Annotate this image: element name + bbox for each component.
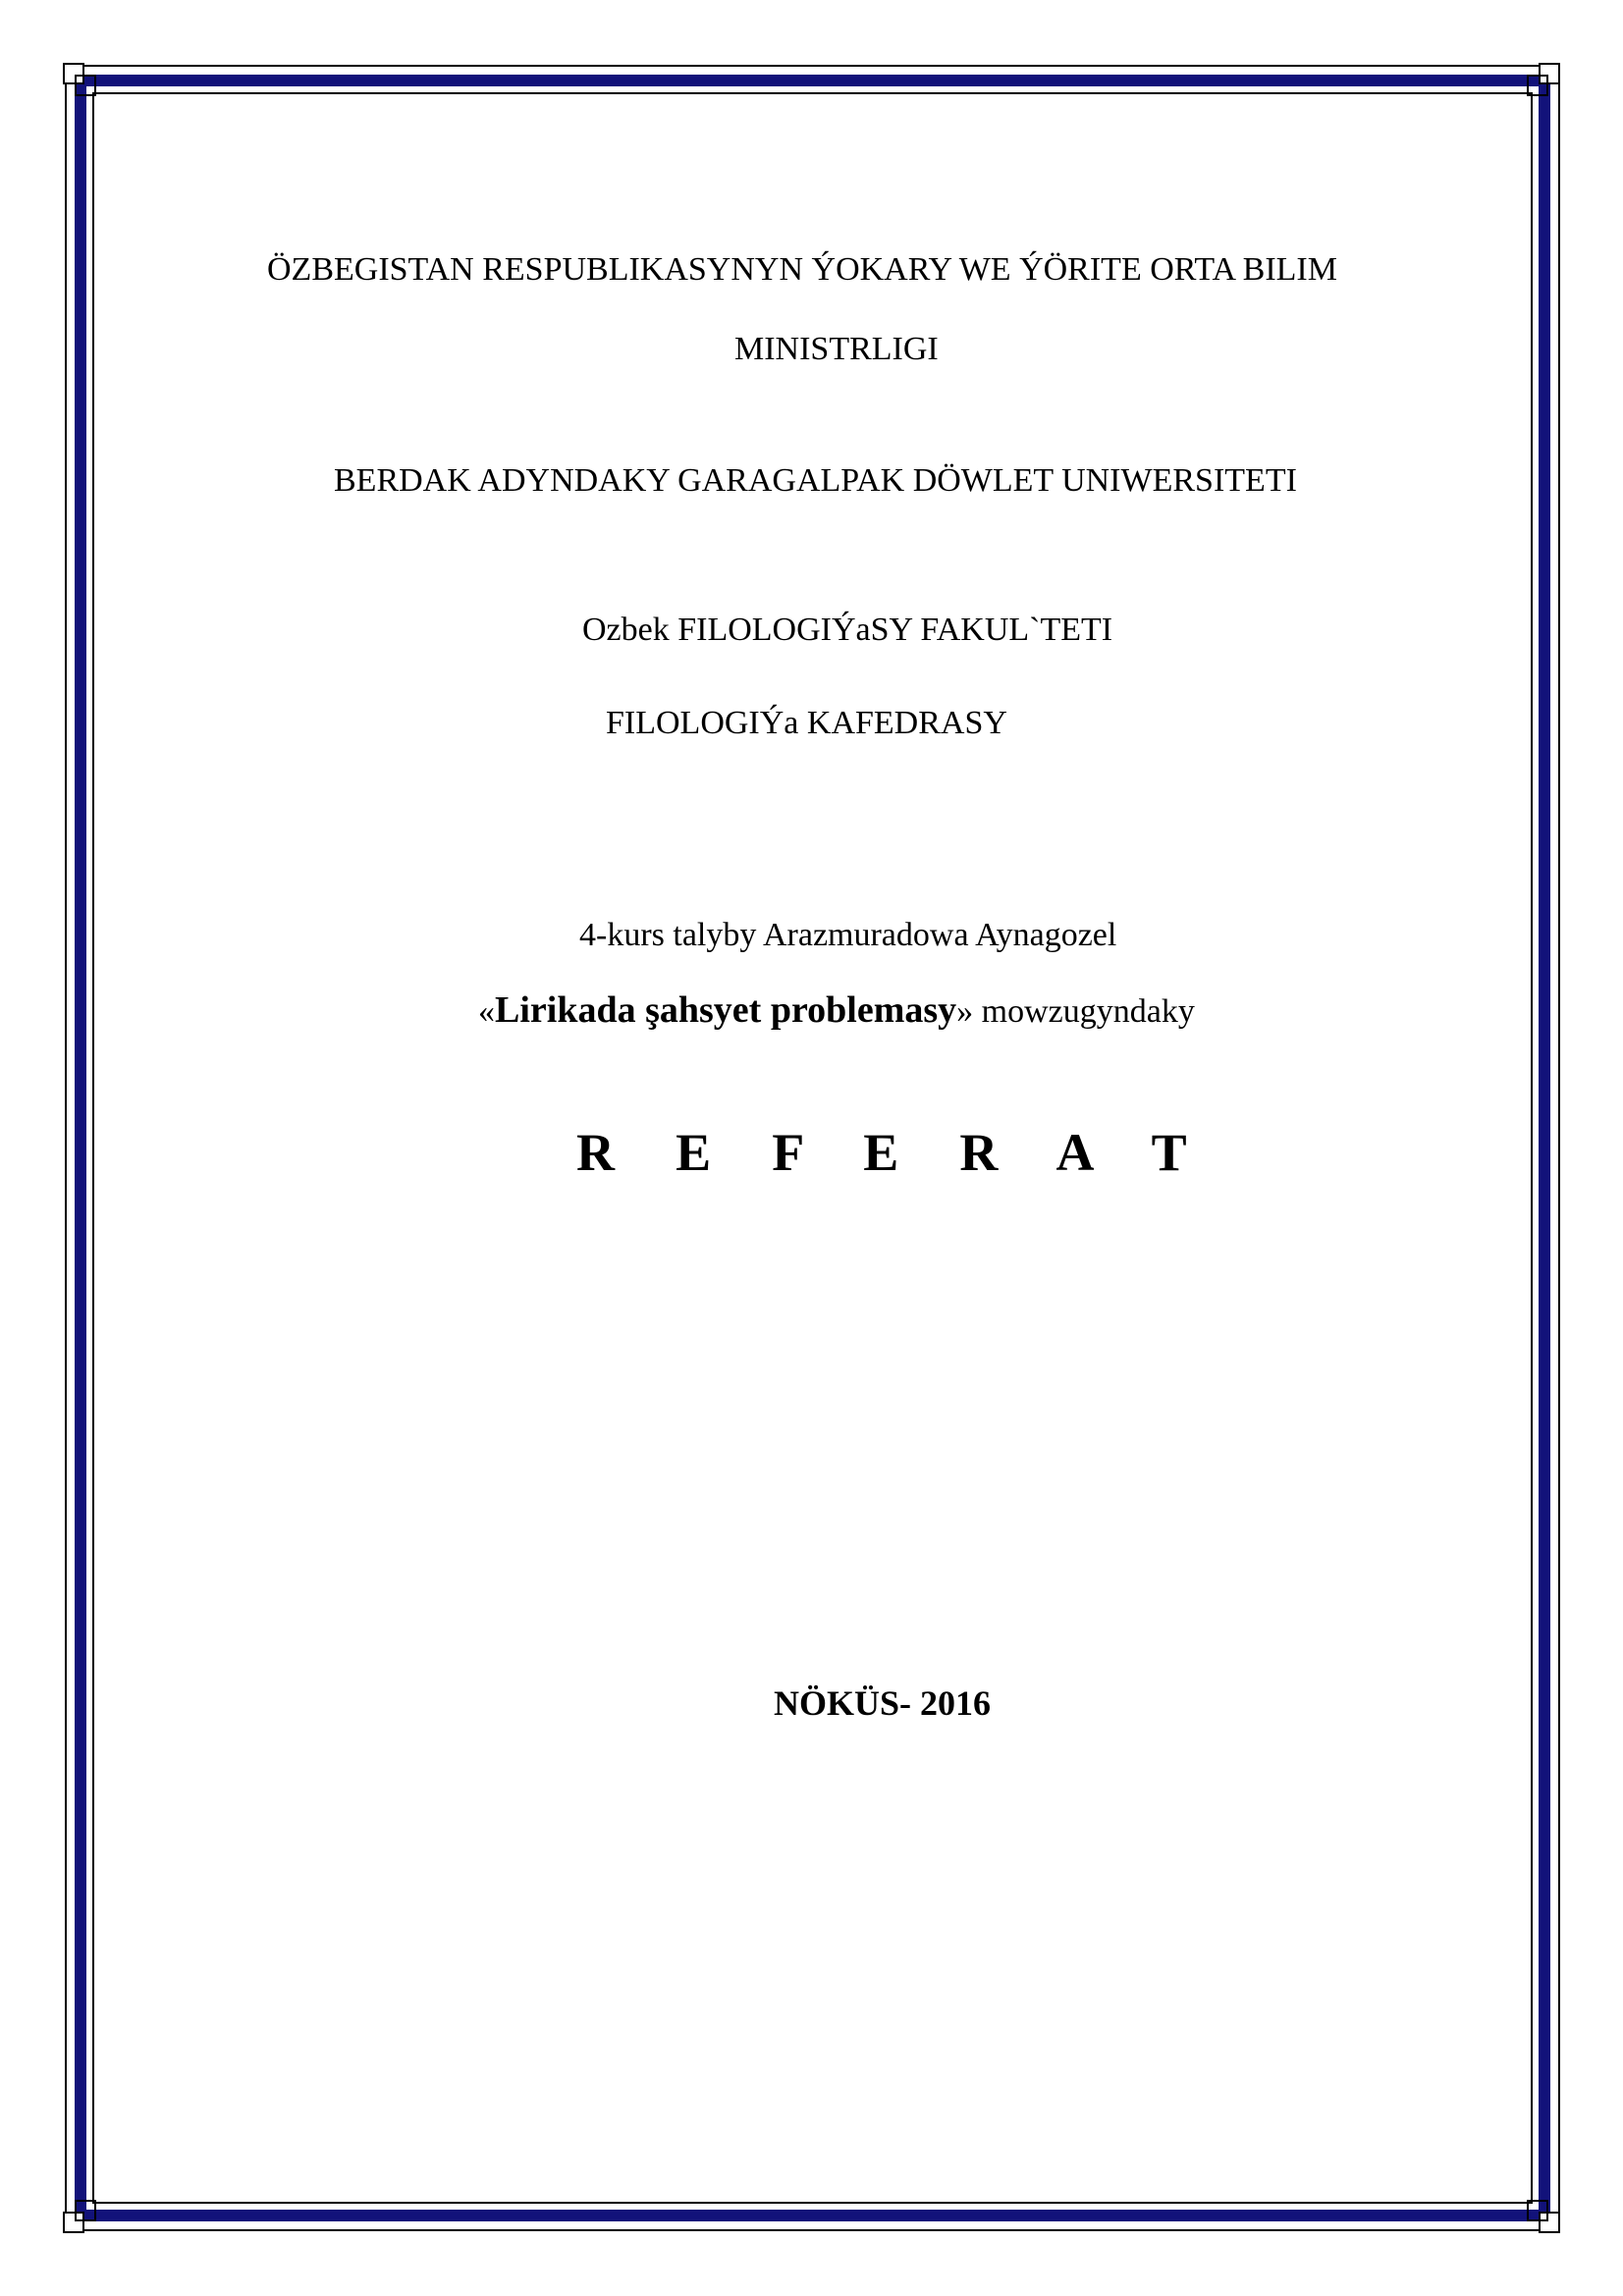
topic-title: Lirikada şahsyet problemasy [495, 989, 957, 1031]
student-info: 4-kurs talyby Arazmuradowa Aynagozel [579, 917, 1117, 953]
topic-suffix: mowzugyndaky [973, 993, 1195, 1030]
topic-line [478, 988, 1195, 1034]
frame-corner-ornament-top-left [63, 63, 98, 98]
university-name: BERDAK ADYNDAKY GARAGALPAK DÖWLET UNIWERSITETI [334, 462, 1297, 499]
frame-corner-ornament-bottom-right [1525, 2198, 1560, 2233]
faculty-name: Ozbek FILOLOGIÝaSY FAKUL`TETI [582, 612, 1113, 648]
frame-corner-ornament-top-right [1525, 63, 1560, 98]
topic-open-quote: « [478, 993, 495, 1030]
document-type-title: R E F E R A T [576, 1123, 1211, 1182]
topic-close-quote: » [956, 993, 974, 1030]
city-and-year: NÖKÜS- 2016 [774, 1683, 992, 1723]
frame-corner-ornament-bottom-left [63, 2198, 98, 2233]
ministry-name-line-2: MINISTRLIGI [734, 331, 939, 367]
ministry-name-line-1: ÖZBEGISTAN RESPUBLIKASYNYN ÝOKARY WE ÝÖRITE ORTA BILIM [267, 251, 1337, 288]
department-name: FILOLOGIÝa KAFEDRASY [606, 705, 1007, 741]
